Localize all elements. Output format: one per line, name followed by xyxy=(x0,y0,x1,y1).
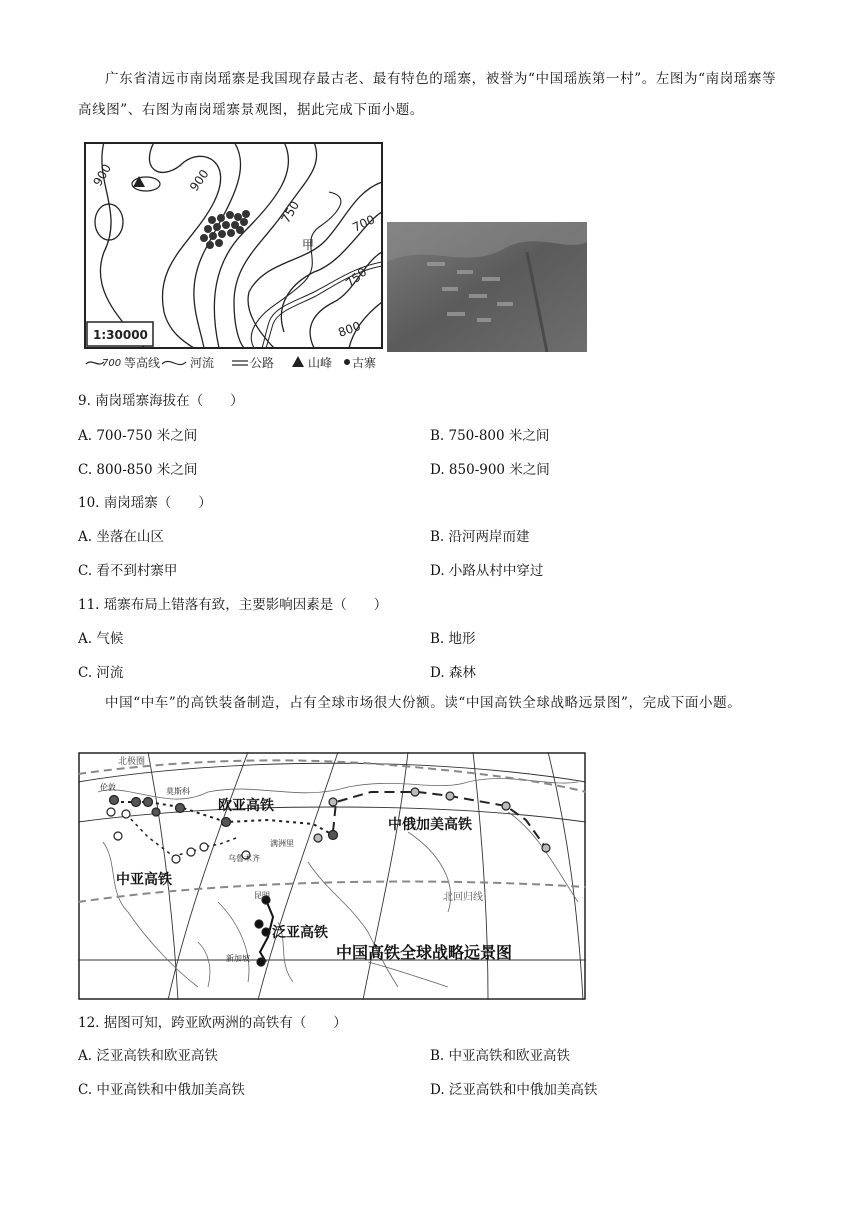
legend-river-label: 河流 xyxy=(190,356,215,370)
q11-option-c[interactable]: C. 河流 xyxy=(78,665,124,681)
q9-option-d[interactable]: D. 850-900 米之间 xyxy=(430,462,550,478)
label-moscow: 莫斯科 xyxy=(166,787,190,796)
map-legend xyxy=(84,352,504,372)
contour-label: 800 xyxy=(336,318,363,340)
legend-contour-label: 等高线 xyxy=(124,356,161,370)
question-10-stem: 10. 南岗瑶寨（ ） xyxy=(78,495,212,511)
peak-legend-icon xyxy=(292,356,304,367)
contour-label: 900 xyxy=(90,161,115,189)
label-arctic-circle: 北极圈 xyxy=(118,757,146,767)
label-kunming: 昆明 xyxy=(254,891,270,900)
q11-option-b[interactable]: B. 地形 xyxy=(430,631,476,647)
passage-intro-2: 中国“中车”的高铁装备制造，占有全球市场很大份额。读“中国高铁全球战略远景图”，完成下面小题。 xyxy=(105,695,742,711)
contour-map xyxy=(84,142,384,350)
label-urumqi: 乌鲁木齐 xyxy=(228,854,260,863)
label-singapore: 新加坡 xyxy=(226,954,250,963)
legend-village-label: 古寨 xyxy=(352,356,377,370)
question-11-stem: 11. 瑶寨布局上错落有致，主要影响因素是（ ） xyxy=(78,597,388,613)
village-jia-label: 甲 xyxy=(302,238,315,252)
map-scale: 1:30000 xyxy=(93,328,148,342)
q9-option-b[interactable]: B. 750-800 米之间 xyxy=(430,428,550,444)
q12-option-a[interactable]: A. 泛亚高铁和欧亚高铁 xyxy=(78,1048,218,1064)
contour-label: 750 xyxy=(342,264,370,291)
passage-intro-1: 广东省清远市南岗瑶寨是我国现存最古老、最有特色的瑶寨，被誉为“中国瑶族第一村”。左图为“南岗瑶寨等高线图”、右图为南岗瑶寨景观图，据此完成下面小题。 xyxy=(78,71,777,118)
contour-label: 900 xyxy=(186,166,212,194)
q10-option-b[interactable]: B. 沿河两岸而建 xyxy=(430,529,530,545)
q12-option-c[interactable]: C. 中亚高铁和中俄加美高铁 xyxy=(78,1082,245,1098)
village-legend-icon xyxy=(344,359,350,365)
label-sino-russia-america-rail: 中俄加美高铁 xyxy=(388,817,472,833)
q12-option-b[interactable]: B. 中亚高铁和欧亚高铁 xyxy=(430,1048,571,1064)
label-euro-asia-rail: 欧亚高铁 xyxy=(218,798,274,814)
q12-option-d[interactable]: D. 泛亚高铁和中俄加美高铁 xyxy=(430,1082,598,1098)
label-manzhouli: 满洲里 xyxy=(270,839,294,848)
q9-option-a[interactable]: A. 700-750 米之间 xyxy=(78,428,198,444)
legend-peak-label: 山峰 xyxy=(308,356,333,370)
legend-contour-value: 700 xyxy=(102,358,122,369)
landscape-photo xyxy=(387,222,587,352)
label-london: 伦敦 xyxy=(100,783,116,792)
q10-option-d[interactable]: D. 小路从村中穿过 xyxy=(430,563,544,579)
q10-option-a[interactable]: A. 坐落在山区 xyxy=(78,529,164,545)
question-12-stem: 12. 据图可知，跨亚欧两洲的高铁有（ ） xyxy=(78,1015,347,1031)
label-tropic-of-cancer: 北回归线 xyxy=(443,892,483,903)
label-central-asia-rail: 中亚高铁 xyxy=(116,872,172,888)
contour-label: 700 xyxy=(350,212,378,235)
contour-label: 750 xyxy=(278,198,303,226)
q11-option-d[interactable]: D. 森林 xyxy=(430,665,476,681)
map-title: 中国高铁全球战略远景图 xyxy=(336,943,513,962)
q9-option-c[interactable]: C. 800-850 米之间 xyxy=(78,462,198,478)
legend-road-label: 公路 xyxy=(250,356,275,370)
q11-option-a[interactable]: A. 气候 xyxy=(78,631,124,647)
q10-option-c[interactable]: C. 看不到村寨甲 xyxy=(78,563,178,579)
question-9-stem: 9. 南岗瑶寨海拔在（ ） xyxy=(78,393,244,409)
label-pan-asia-rail: 泛亚高铁 xyxy=(272,925,328,941)
rail-strategy-map xyxy=(78,752,588,1000)
river-legend-icon xyxy=(162,361,186,364)
